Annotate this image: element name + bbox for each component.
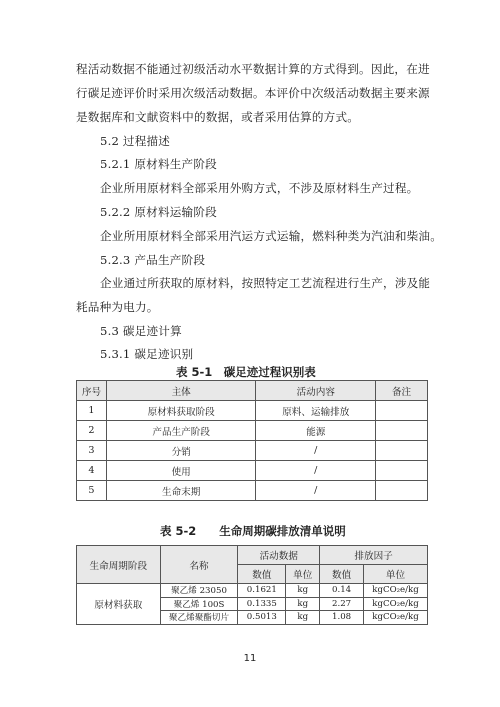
header-cell: 活动数据 [238,546,320,565]
table-cell [376,461,428,481]
table-cell: 聚乙烯聚酯切片 [160,611,238,625]
section-heading: 5.2.1 原材料生产阶段 [100,157,217,171]
header-cell: 备注 [376,381,428,401]
table-cell: 分销 [106,441,256,461]
table-cell [376,481,428,501]
table-header-row [77,546,428,565]
paragraph-line: 是数据库和文献资料中的数据，或者采用估算的方式。 [76,110,360,124]
header-cell: 名称 [160,546,238,584]
header-cell: 数值 [238,565,286,584]
header-cell: 主体 [106,381,256,401]
header-cell: 单位 [364,565,428,584]
table-row [77,584,428,598]
table-cell [376,421,428,441]
table-cell: 产品生产阶段 [106,421,256,441]
table-cell: 0.14 [320,584,364,598]
page-number: 11 [243,653,257,664]
table-row [77,481,428,501]
table1-caption: 表 5-1 碳足迹过程识别表 [176,365,316,379]
table-cell: 生命末期 [106,481,256,501]
table-cell: 原材料获取阶段 [106,401,256,421]
table-cell: 2 [77,421,107,441]
table-cell: kg [286,584,320,598]
table-cell: kg [286,611,320,625]
table-cell: 0.1621 [238,584,286,598]
table-cell: 使用 [106,461,256,481]
table-cell: 1.08 [320,611,364,625]
table-cell: 3 [77,441,107,461]
section-heading: 5.2.2 原材料运输阶段 [100,205,217,219]
table-cell: 原料、运输排放 [256,401,376,421]
table-cell: 1 [77,401,107,421]
table-row [77,421,428,441]
table-cell: kgCO₂e/kg [364,611,428,625]
table-cell: / [256,461,376,481]
header-cell: 活动内容 [256,381,376,401]
table-cell: / [256,481,376,501]
header-cell: 生命周期阶段 [77,546,161,584]
section-heading: 5.3 碳足迹计算 [100,324,182,338]
table-cell: / [256,441,376,461]
paragraph-line: 程活动数据不能通过初级活动水平数据计算的方式得到。因此，在进 [76,62,430,76]
header-cell: 数值 [320,565,364,584]
header-cell: 序号 [77,381,107,401]
lifecycle-emission-inventory-table [76,545,428,625]
section-heading: 5.2.3 产品生产阶段 [100,253,206,267]
header-cell: 排放因子 [320,546,428,565]
table-cell: kg [286,597,320,611]
table-cell: 0.1335 [238,597,286,611]
table-row [77,461,428,481]
paragraph-line: 企业通过所获取的原材料，按照特定工艺流程进行生产，涉及能 [100,276,431,290]
table-cell: 聚乙烯 100S [160,597,238,611]
table-cell: 聚乙烯 23050 [160,584,238,598]
table-cell: 5 [77,481,107,501]
carbon-footprint-identification-table [76,380,428,501]
stage-cell: 原材料获取 [77,584,161,625]
paragraph-line: 行碳足迹评价时采用次级活动数据。本评价中次级活动数据主要来源 [76,86,430,100]
header-cell: 单位 [286,565,320,584]
paragraph-line: 耗品种为电力。 [76,300,159,314]
table-row [77,401,428,421]
paragraph-line: 企业所用原材料全部采用外购方式，不涉及原材料生产过程。 [100,181,419,195]
table-cell [376,401,428,421]
table-cell [376,441,428,461]
table-cell: kgCO₂e/kg [364,584,428,598]
paragraph-line: 企业所用原材料全部采用汽运方式运输，燃料种类为汽油和柴油。 [100,229,443,243]
table-cell: 能源 [256,421,376,441]
table-header-row [77,381,428,401]
section-heading: 5.2 过程描述 [100,134,171,148]
table-cell: 0.5013 [238,611,286,625]
table-cell: 2.27 [320,597,364,611]
table-row [77,441,428,461]
table2-caption: 表 5-2 生命周期碳排放清单说明 [160,524,346,538]
table-cell: 4 [77,461,107,481]
section-heading: 5.3.1 碳足迹识别 [100,347,194,361]
table-cell: kgCO₂e/kg [364,597,428,611]
